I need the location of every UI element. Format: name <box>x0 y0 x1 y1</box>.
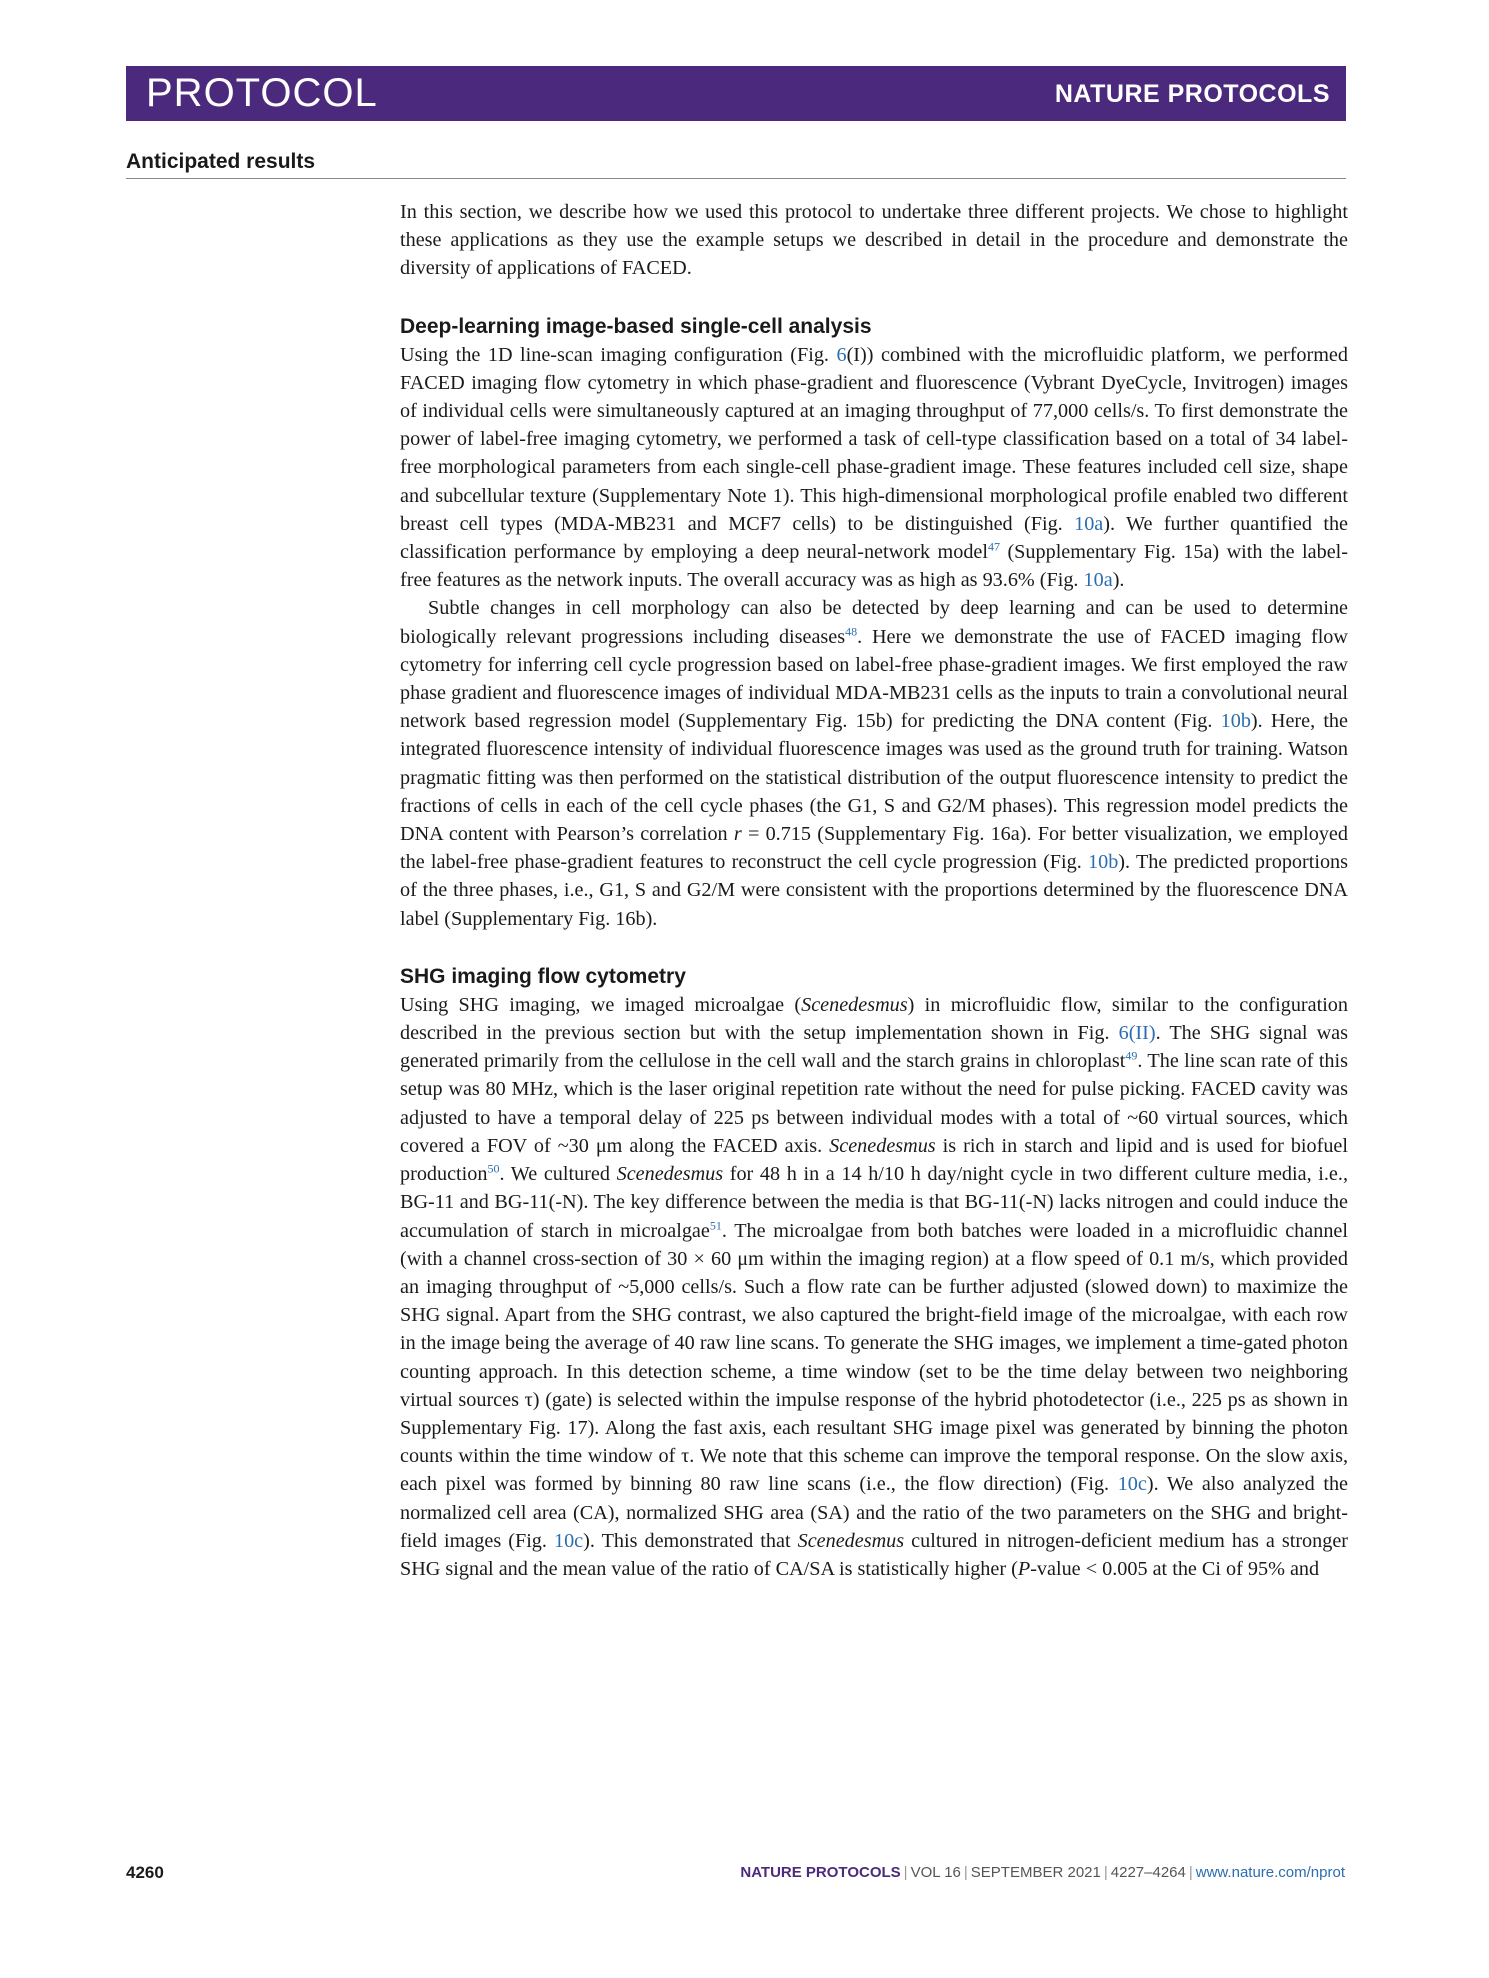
deep-learning-paragraph-1: Using the 1D line-scan imaging configuration (Fig. 6(I)) combined with the microfluidic platform, we performed FACED imaging flow cytometry in which phase-gradient and fluorescence (Vybrant DyeCycle, Invitrogen) images of individual cells were simultaneously captured at an imaging throughput of 77,000 cells/s. To first demonstrate the power of label-free imaging cytometry, we performed a task of cell-type classification based on a total of 34 label-free morphological parameters from each single-cell phase-gradient image. These features included cell size, shape and subcellular texture (Supplementary Note 1). This high-dimensional morphological profile enabled two different breast cell types (MDA-MB231 and MCF7 cells) to be distinguished (Fig. 10a). We further quantified the classification performance by employing a deep neural-network model$^{47}$ (Supplementary Fig. 15a) with the label-free features as the network inputs. The overall accuracy was as high as 93.6% (Fig. 10a). <box>400 343 1348 592</box>
shg-paragraph: Using SHG imaging, we imaged microalgae (Scenedesmus) in microfluidic flow, similar to the configuration described in the previous section but with the setup implementation shown in Fig. 6(II). The SHG signal was generated primarily from the cellulose in the cell wall and the starch grains in chloroplast$^{49}$. The line scan rate of this setup was 80 MHz, which is the laser original repetition rate without the need for pulse picking. FACED cavity was adjusted to have a temporal delay of 225 ps between individual modes with a total of ~60 virtual sources, which covered a FOV of ~30 μm along the FACED axis. Scenedesmus is rich in starch and lipid and is used for biofuel production$^{50}$. We cultured Scenedesmus for 48 h in a 14 h/10 h day/night cycle in two different culture media, i.e., BG-11 and BG-11(-N). The key difference between the media is that BG-11(-N) lacks nitrogen and could induce the accumulation of starch in microalgae$^{51}$. The microalgae from both batches were loaded in a microfluidic channel (with a channel cross-section of 30 × 60 μm within the imaging region) at a flow speed of 0.1 m/s, which provided an imaging throughput of ~5,000 cells/s. Such a flow rate can be further adjusted (slowed down) to maximize the SHG signal. Apart from the SHG contrast, we also captured the bright-field image of the microalgae, with each row in the image being the average of 40 raw line scans. To generate the SHG images, we implement a time-gated photon counting approach. In this detection scheme, a time window (set to be the time delay between two neighboring virtual sources τ) (gate) is selected within the impulse response of the hybrid photodetector (i.e., 225 ps as shown in Supplementary Fig. 17). Along the fast axis, each resultant SHG image pixel was generated by binning the photon counts within the time window of τ. We note that this scheme can improve the temporal response. On the slow axis, each pixel was formed by binning 80 raw line scans (i.e., the flow direction) (Fig. 10c). We also analyzed the normalized cell area (CA), normalized SHG area (SA) and the ratio of the two parameters on the SHG and bright-field images (Fig. 10c). This demonstrated that Scenedesmus cultured in nitrogen-deficient medium has a stronger SHG signal and the mean value of the ratio of CA/SA is statistically higher (P-value < 0.005 at the Ci of 95% and <box>400 993 1349 1580</box>
journal-header-bar <box>126 66 1346 121</box>
page-number: 4260 <box>126 1863 164 1882</box>
figure-link[interactable]: 10b <box>1088 851 1119 874</box>
footer-date: SEPTEMBER 2021 <box>970 1864 1101 1881</box>
subsection-heading-shg: SHG imaging flow cytometry <box>400 964 686 988</box>
figure-link[interactable]: 10a <box>1083 569 1113 592</box>
citation-link[interactable]: 49 <box>1125 1048 1138 1063</box>
citation-link[interactable]: 47 <box>988 539 1001 554</box>
footer-url-link[interactable]: www.nature.com/nprot <box>1195 1864 1345 1881</box>
figure-link[interactable]: 10c <box>1117 1473 1147 1496</box>
intro-paragraph: In this section, we describe how we used this protocol to undertake three different projects. We chose to highlight these applications as they use the example setups we described in detail in the procedure and demonstrate the diversity of applications of FACED. <box>400 201 1348 280</box>
subsection-heading-deep-learning: Deep-learning image-based single-cell analysis <box>400 314 872 338</box>
citation-link[interactable]: 51 <box>709 1217 722 1232</box>
article-type-label: PROTOCOL <box>146 71 378 115</box>
deep-learning-paragraph-2: Subtle changes in cell morphology can also be detected by deep learning and can be used to determine biologically relevant progressions including diseases$^{48}$. Here we demonstrate the use of FACED imaging flow cytometry for inferring cell cycle progression based on label-free phase-gradient images. We first employed the raw phase gradient and fluorescence images of individual MDA-MB231 cells as the inputs to train a convolutional neural network based regression model (Supplementary Fig. 15b) for predicting the DNA content (Fig. 10b). Here, the integrated fluorescence intensity of individual fluorescence images was used as the ground truth for training. Watson pragmatic fitting was then performed on the statistical distribution of the output fluorescence intensity to predict the fractions of cells in each of the cell cycle phases (the G1, S and G2/M phases). This regression model predicts the DNA content with Pearson’s correlation r = 0.715 (Supplementary Fig. 16a). For better visualization, we employed the label-free phase-gradient features to reconstruct the cell cycle progression (Fig. 10b). The predicted proportions of the three phases, i.e., G1, S and G2/M were consistent with the proportions determined by the fluorescence DNA label (Supplementary Fig. 16b). <box>400 597 1348 930</box>
citation-link[interactable]: 50 <box>487 1161 500 1176</box>
footer-journal-name: NATURE PROTOCOLS <box>740 1864 901 1881</box>
section-title: Anticipated results <box>126 150 316 173</box>
figure-link[interactable]: 10c <box>553 1529 584 1552</box>
footer-volume: VOL 16 <box>910 1864 961 1881</box>
footer-pages: 4227–4264 <box>1110 1864 1186 1881</box>
journal-name-label: NATURE PROTOCOLS <box>1054 80 1330 108</box>
journal-footer: NATURE PROTOCOLS | VOL 16 | SEPTEMBER 2021 | 4227–4264 | www.nature.com/nprot <box>740 1864 1345 1881</box>
figure-link[interactable]: 10a <box>1074 512 1104 535</box>
main-content <box>400 198 1348 1583</box>
figure-link[interactable]: 10b <box>1220 710 1251 733</box>
section-divider <box>126 178 1346 179</box>
figure-link[interactable]: 6(II) <box>1118 1022 1156 1045</box>
citation-link[interactable]: 48 <box>845 623 858 638</box>
figure-link[interactable]: 6 <box>836 343 847 366</box>
